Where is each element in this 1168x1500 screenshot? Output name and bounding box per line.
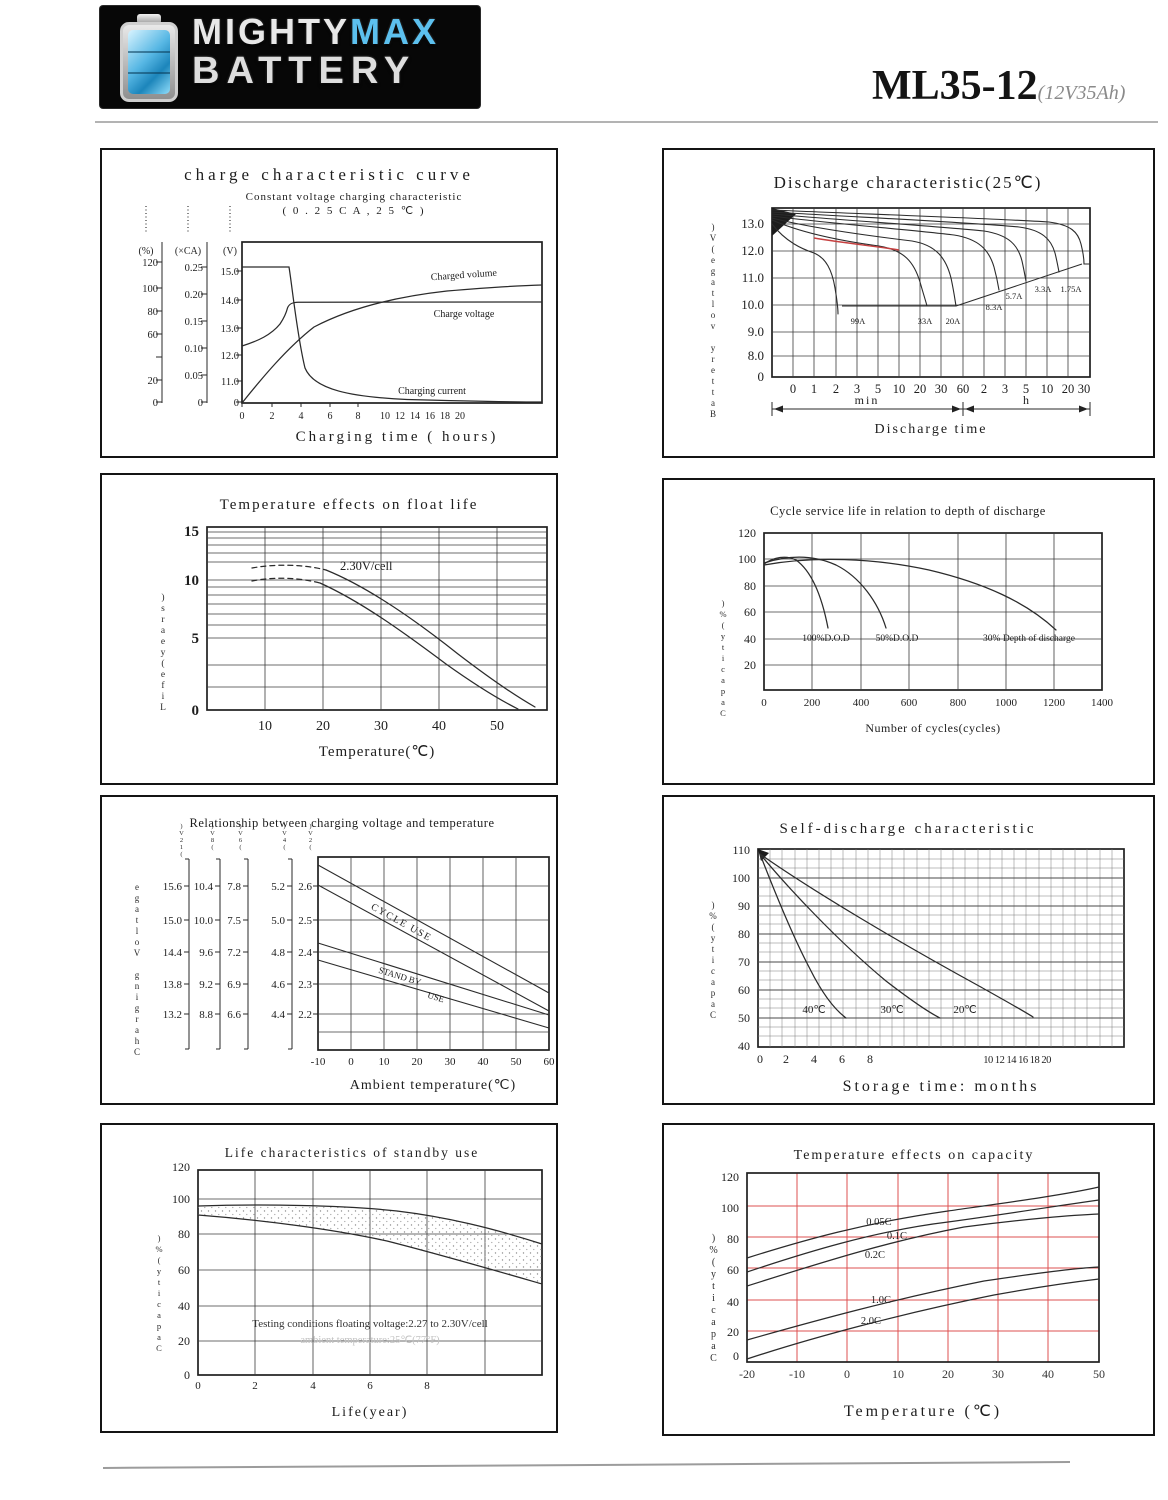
mightymax-logo <box>100 6 480 108</box>
x-axis-title: Number of cycles(cycles) <box>865 721 1001 735</box>
tick-label: 100 <box>142 284 158 295</box>
curve-label: Charge voltage <box>433 309 495 320</box>
curve-20A <box>772 218 956 306</box>
axis-unit-pct: (%) <box>138 246 154 257</box>
tick-label: 40 <box>178 1299 190 1313</box>
volt-temp-chart <box>102 797 556 1103</box>
tick-label: 8 <box>355 411 361 422</box>
tick-label: 13.8 <box>162 979 182 991</box>
curve-label: 3.3A <box>1034 284 1052 294</box>
x-axis-title: Life(year) <box>331 1405 409 1420</box>
scale-label-6v: )V6( <box>237 823 244 851</box>
cycle-band-upper <box>318 865 549 993</box>
tick-label: 60 <box>738 983 750 997</box>
band-upper-dashed <box>252 565 326 570</box>
model-spec: (12V35Ah) <box>1037 82 1126 104</box>
curve-label: 33A <box>917 316 933 326</box>
tick-label: 14.0 <box>220 296 239 307</box>
tick-label: 10 <box>380 411 390 422</box>
tick-label: 20 <box>178 1334 190 1348</box>
tick-label: 20 <box>1061 382 1075 396</box>
tick-label: 20 <box>744 658 756 672</box>
tick-label: 16 <box>425 411 435 422</box>
x-axis-title: Storage time: months <box>842 1078 1040 1095</box>
tick-label: 0 <box>184 1368 190 1382</box>
grid-horizontal <box>764 559 1102 665</box>
tick-label: -10 <box>789 1367 805 1381</box>
tick-label: 2.4 <box>298 947 312 959</box>
chart-title: Temperature effects on capacity <box>793 1148 1035 1163</box>
tick-label: 30 <box>934 382 948 396</box>
panel-float-life <box>100 473 558 785</box>
tick-label: 2.3 <box>298 979 312 991</box>
band-label-use: USE <box>426 989 446 1005</box>
tick-label: 30 <box>444 1056 456 1068</box>
tick-label: 40 <box>738 1039 750 1053</box>
unit-label-min: min <box>854 393 880 407</box>
panel-self-discharge <box>662 795 1155 1105</box>
tick-label: 9.0 <box>747 324 764 339</box>
curve-label: 0.1C <box>886 1231 908 1242</box>
tick-label: 11.0 <box>741 270 764 285</box>
header-rule <box>95 121 1158 123</box>
tick-label: 50 <box>738 1011 750 1025</box>
tick-label: 3 <box>853 382 861 396</box>
y-axis-title-vertical: egatloV gnigrahC <box>132 882 142 1058</box>
tick-label: 1200 <box>1043 697 1065 709</box>
tick-label: 4.6 <box>271 979 285 991</box>
tick-label: 10 <box>378 1056 390 1068</box>
temp-capacity-chart <box>664 1125 1153 1434</box>
tick-label: 100 <box>172 1192 190 1206</box>
tick-label: 40 <box>727 1295 739 1309</box>
tick-label: 20 <box>913 382 927 396</box>
curve-50dod <box>764 557 886 628</box>
tick-label: 50 <box>510 1056 522 1068</box>
tick-label: 5.2 <box>271 881 285 893</box>
curve-label: 2.0C <box>860 1316 882 1327</box>
curve-label: 0.2C <box>864 1250 886 1261</box>
tick-label: 60 <box>147 330 158 341</box>
battery-core <box>128 30 170 94</box>
grid-horizontal <box>318 886 549 1032</box>
tick-label: 0 <box>191 703 199 719</box>
tick-label: 0 <box>152 398 158 409</box>
logo-word-battery: BATTERY <box>192 50 417 92</box>
panel-standby-life <box>100 1123 558 1433</box>
tick-label: 15.0 <box>162 915 182 927</box>
tick-label: 60 <box>543 1056 555 1068</box>
curve-label: 30℃ <box>880 1004 904 1016</box>
y-axis-title-vertical: )%(yticapaC <box>708 900 718 1021</box>
tick-label: 60 <box>178 1263 190 1277</box>
tick-label: 8 <box>867 1052 873 1066</box>
tick-label: 14 <box>410 411 420 422</box>
y-axis-title-vertical: )V(egatlov yrettaB <box>708 222 718 420</box>
band-lower <box>320 583 518 709</box>
tick-label: 100 <box>721 1201 739 1215</box>
tick-label: 1000 <box>995 697 1017 709</box>
tick-label: 40 <box>1042 1367 1054 1381</box>
tick-label: 120 <box>738 526 756 540</box>
tick-label: 0.10 <box>184 344 203 355</box>
curve-label: 50%D.O.D <box>875 634 919 644</box>
tick-label: 80 <box>727 1232 739 1246</box>
tick-label: 60 <box>956 382 970 396</box>
y-axis-title-vertical: )%(yticapaC <box>154 1233 164 1354</box>
tick-label: 120 <box>172 1160 190 1174</box>
tick-label: 6 <box>839 1052 845 1066</box>
tick-label: 50 <box>1093 1367 1105 1381</box>
panel-discharge-characteristic <box>662 148 1155 458</box>
battery-icon <box>120 14 178 100</box>
x-axis-title: Charging time ( hours) <box>295 429 499 445</box>
curve-0.2c <box>747 1214 1099 1286</box>
tick-label: 0 <box>348 1056 354 1068</box>
tick-label: 8.8 <box>199 1009 213 1021</box>
tick-label: 15.0 <box>220 267 239 278</box>
x-axis-title: Ambient temperature(℃) <box>349 1078 517 1093</box>
tick-label: 70 <box>738 955 750 969</box>
page-title <box>872 62 1125 110</box>
tick-label: 18 <box>440 411 450 422</box>
tick-label: 600 <box>900 697 918 709</box>
curve-8.3A <box>772 216 999 290</box>
chart-subtitle2: ( 0 . 2 5 C A , 2 5 ℃ ) <box>282 205 426 217</box>
tick-label: 2 <box>832 382 840 396</box>
scale-label-8v: )V8( <box>209 823 216 851</box>
tick-label: 8 <box>424 1380 430 1392</box>
tick-label: 10 <box>258 719 272 734</box>
unit-label-h: h <box>1023 393 1029 407</box>
tick-label: 0 <box>844 1367 850 1381</box>
y-axis-title-vertical: )sraey(efiL <box>158 593 168 714</box>
curve-label: 20℃ <box>953 1004 977 1016</box>
tick-label: 9.6 <box>199 947 213 959</box>
tick-label: 2 <box>269 411 275 422</box>
axis-unit-v: (V) <box>223 246 237 257</box>
curve-1.0c <box>747 1267 1099 1340</box>
curve-label: 1.0C <box>870 1295 892 1306</box>
axis-bracket <box>772 402 1090 416</box>
curve-label: 20A <box>945 316 961 326</box>
tick-label: 11.0 <box>221 377 239 388</box>
tick-label: 80 <box>147 307 158 318</box>
panel-cycle-service-life <box>662 478 1155 785</box>
tick-label: 7.8 <box>227 881 241 893</box>
chart-title: Life characteristics of standby use <box>224 1145 480 1160</box>
arrowhead <box>1079 406 1088 413</box>
tick-label: 30 <box>1077 382 1091 396</box>
tick-label: 90 <box>738 899 750 913</box>
curve-label: 1.75A <box>1060 284 1082 294</box>
band-upper <box>326 570 535 707</box>
tick-label: 7.2 <box>227 947 241 959</box>
tick-label: 80 <box>744 579 756 593</box>
grid-horizontal-red <box>747 1206 1099 1331</box>
tick-label: 10 <box>892 1367 904 1381</box>
panel-temperature-capacity <box>662 1123 1155 1436</box>
curve-label: 0.05C <box>866 1217 892 1228</box>
tick-label: 120 <box>721 1170 739 1184</box>
chart-subtitle: Constant voltage charging characteristic <box>245 191 463 203</box>
tick-label: 2.2 <box>298 1009 312 1021</box>
tick-label: 10 <box>1040 382 1054 396</box>
tick-label: 13.2 <box>162 1009 182 1021</box>
tick-label: 60 <box>727 1263 739 1277</box>
tick-label: 20 <box>316 719 330 734</box>
curve-charge-voltage <box>242 302 542 346</box>
tick-label: 5 <box>191 631 199 647</box>
battery-segment <box>128 72 170 74</box>
y-axis-title-vertical: )%(yticapaC <box>718 598 728 719</box>
tick-label: 5 <box>1022 382 1030 396</box>
y-axis-title-vertical: )%(yticapaC <box>708 1233 719 1365</box>
x-axis-title: Temperature (℃) <box>843 1403 1003 1420</box>
tick-label: 4.8 <box>271 947 285 959</box>
tick-label: 4.4 <box>271 1009 285 1021</box>
tick-label: 0 <box>733 1349 739 1363</box>
grid-vertical <box>812 533 1054 690</box>
red-curve-segment <box>814 238 899 250</box>
chart-title: Cycle service life in relation to depth of discharge <box>770 504 1046 518</box>
grid-vertical-fine <box>770 849 1112 1047</box>
band-label-cycle-use: CYCLE USE <box>368 901 434 945</box>
tick-label: 2.6 <box>298 881 312 893</box>
tick-label: 3 <box>1001 382 1009 396</box>
tick-label: 100 <box>738 552 756 566</box>
tick-label: 0.20 <box>184 290 203 301</box>
tick-label: 50 <box>490 719 504 734</box>
x-axis-title: Discharge time <box>874 422 988 437</box>
tick-label: 10.0 <box>741 297 764 312</box>
illegible-axis-caption <box>146 206 230 234</box>
band-lower-dashed <box>252 578 320 583</box>
tick-label: 40 <box>477 1056 489 1068</box>
grid-horizontal <box>207 532 547 687</box>
standby-life-chart <box>102 1125 556 1431</box>
tick-label: 7.5 <box>227 915 241 927</box>
tick-label: 0 <box>761 697 767 709</box>
curve-label: 8.3A <box>985 302 1003 312</box>
test-conditions-note-faint: ambient temperature:25℃(77°F) <box>300 1335 440 1346</box>
curve-label: 100%D.O.D <box>802 634 850 644</box>
battery-segment <box>128 51 170 53</box>
tick-label: 4 <box>811 1052 817 1066</box>
logo-word-max: MAX <box>350 11 439 52</box>
test-conditions-note: Testing conditions floating voltage:2.27 to 2.30V/cell <box>252 1318 488 1330</box>
curve-0.05c <box>747 1187 1099 1258</box>
tick-label: 8.0 <box>747 348 764 363</box>
tick-label: 10 <box>892 382 906 396</box>
grid-vertical <box>265 527 497 710</box>
band-label-standby: STAND BY <box>377 964 423 988</box>
curve-100dod <box>764 557 828 628</box>
tick-label: 2 <box>980 382 988 396</box>
footer-rule <box>103 1461 1070 1469</box>
tick-label: 10 <box>184 573 199 589</box>
curve-label: 99A <box>850 316 866 326</box>
tick-label: 15 <box>184 524 199 540</box>
tick-label: 200 <box>803 697 821 709</box>
arrowhead <box>774 406 783 413</box>
charge-chart <box>102 150 556 456</box>
tick-label-cramped: 10 12 14 16 18 20 <box>983 1055 1051 1066</box>
tick-label: 20 <box>411 1056 423 1068</box>
gr <box>793 208 1068 377</box>
tick-label: 60 <box>744 605 756 619</box>
tick-label: 80 <box>178 1227 190 1241</box>
float-life-chart <box>102 475 556 783</box>
tick-label: 110 <box>732 843 750 857</box>
plot-box <box>242 242 542 403</box>
tick-label: 6.9 <box>227 979 241 991</box>
standby-band-upper <box>318 943 549 1015</box>
chart-title: charge characteristic curve <box>184 165 474 184</box>
tick-label: 20 <box>147 376 158 387</box>
battery-body <box>120 22 178 102</box>
tick-label: -20 <box>739 1367 755 1381</box>
tick-label: 4 <box>298 411 304 422</box>
curve-2.0c <box>747 1279 1099 1359</box>
tick-label: 0 <box>195 1380 201 1392</box>
tick-label: 15.6 <box>162 881 182 893</box>
tick-label: 40 <box>744 632 756 646</box>
tick-label: 13.0 <box>220 324 239 335</box>
chart-title: Self-discharge characteristic <box>779 821 1037 837</box>
tick-label: 0 <box>757 369 764 384</box>
tick-label: 13.0 <box>741 216 764 231</box>
self-discharge-chart <box>664 797 1153 1103</box>
tick-label: 10.0 <box>193 915 213 927</box>
tick-label: 6 <box>327 411 333 422</box>
cycle-life-chart <box>664 480 1153 783</box>
tick-label: 0.25 <box>184 263 203 274</box>
curve-40c <box>760 854 846 1018</box>
chart-title: Temperature effects on float life <box>219 497 479 513</box>
discharge-chart <box>664 150 1153 456</box>
chart-title: Relationship between charging voltage and temperature <box>189 816 495 830</box>
tick-label: 0 <box>757 1052 763 1066</box>
tick-label: 10.4 <box>193 881 213 893</box>
tick-label: 2 <box>252 1380 258 1392</box>
curve-label: 30% Depth of discharge <box>983 634 1075 644</box>
scale-label-2v: )V2( <box>307 823 314 851</box>
tick-label: 40 <box>432 719 446 734</box>
tick-label: 120 <box>142 258 158 269</box>
chart-title: Discharge characteristic(25℃) <box>773 173 1043 192</box>
tick-label: 1400 <box>1091 697 1113 709</box>
tick-label: 800 <box>949 697 967 709</box>
tick-label: 4 <box>310 1380 316 1392</box>
tick-label: 80 <box>738 927 750 941</box>
tick-label: 20 <box>942 1367 954 1381</box>
panel-charging-voltage-temperature <box>100 795 558 1105</box>
tick-label: 6.6 <box>227 1009 241 1021</box>
curve-label: 5.7A <box>1005 291 1023 301</box>
tick-label: 1 <box>810 382 818 396</box>
tick-label: 12.0 <box>220 351 239 362</box>
tick-label: 6 <box>367 1380 373 1392</box>
arrowhead <box>952 406 961 413</box>
tick-label: 0.15 <box>184 317 203 328</box>
axis-unit-ca: (×CA) <box>174 246 202 257</box>
tick-label: 5 <box>874 382 882 396</box>
tick-label: 5.0 <box>271 915 285 927</box>
logo-text <box>192 11 439 92</box>
curve-label: 40℃ <box>802 1004 826 1016</box>
tick-label: 400 <box>852 697 870 709</box>
curve-20c <box>760 854 1033 1017</box>
tick-label: 100 <box>732 871 750 885</box>
tick-label: 0 <box>197 398 203 409</box>
scale-label-12v: )V21( <box>178 823 185 858</box>
tick-label: 12.0 <box>741 243 764 258</box>
curve-label: Charged volume <box>430 267 498 284</box>
curve-30c <box>760 854 940 1018</box>
arrowhead <box>965 406 974 413</box>
tick-label: 2 <box>783 1052 789 1066</box>
tick-label: 0 <box>233 398 239 409</box>
curve-label: Charging current <box>398 386 466 397</box>
tick-label: -10 <box>310 1056 326 1068</box>
tick-label: 2.5 <box>298 915 312 927</box>
tick-label: 12 <box>395 411 405 422</box>
tick-label: 9.2 <box>199 979 213 991</box>
panel-charge-characteristic <box>100 148 558 458</box>
tick-label: 30 <box>374 719 388 734</box>
logo-word-mighty: MIGHTY <box>192 11 350 52</box>
tick-label: 0.05 <box>184 371 203 382</box>
tick-label: 0 <box>239 411 245 422</box>
plot-box <box>764 533 1102 690</box>
model-number: ML35-12 <box>872 63 1038 109</box>
tick-label: 0 <box>789 382 797 396</box>
tick-label: 30 <box>992 1367 1004 1381</box>
scale-label-4v: )V4( <box>281 823 288 851</box>
tick-label: 20 <box>727 1325 739 1339</box>
tick-label: 20 <box>455 411 465 422</box>
curve-30dod <box>764 559 1056 630</box>
x-axis-title: Temperature(℃) <box>318 744 436 760</box>
tick-label: 14.4 <box>162 947 182 959</box>
band-annotation: 2.30V/cell <box>340 559 393 573</box>
